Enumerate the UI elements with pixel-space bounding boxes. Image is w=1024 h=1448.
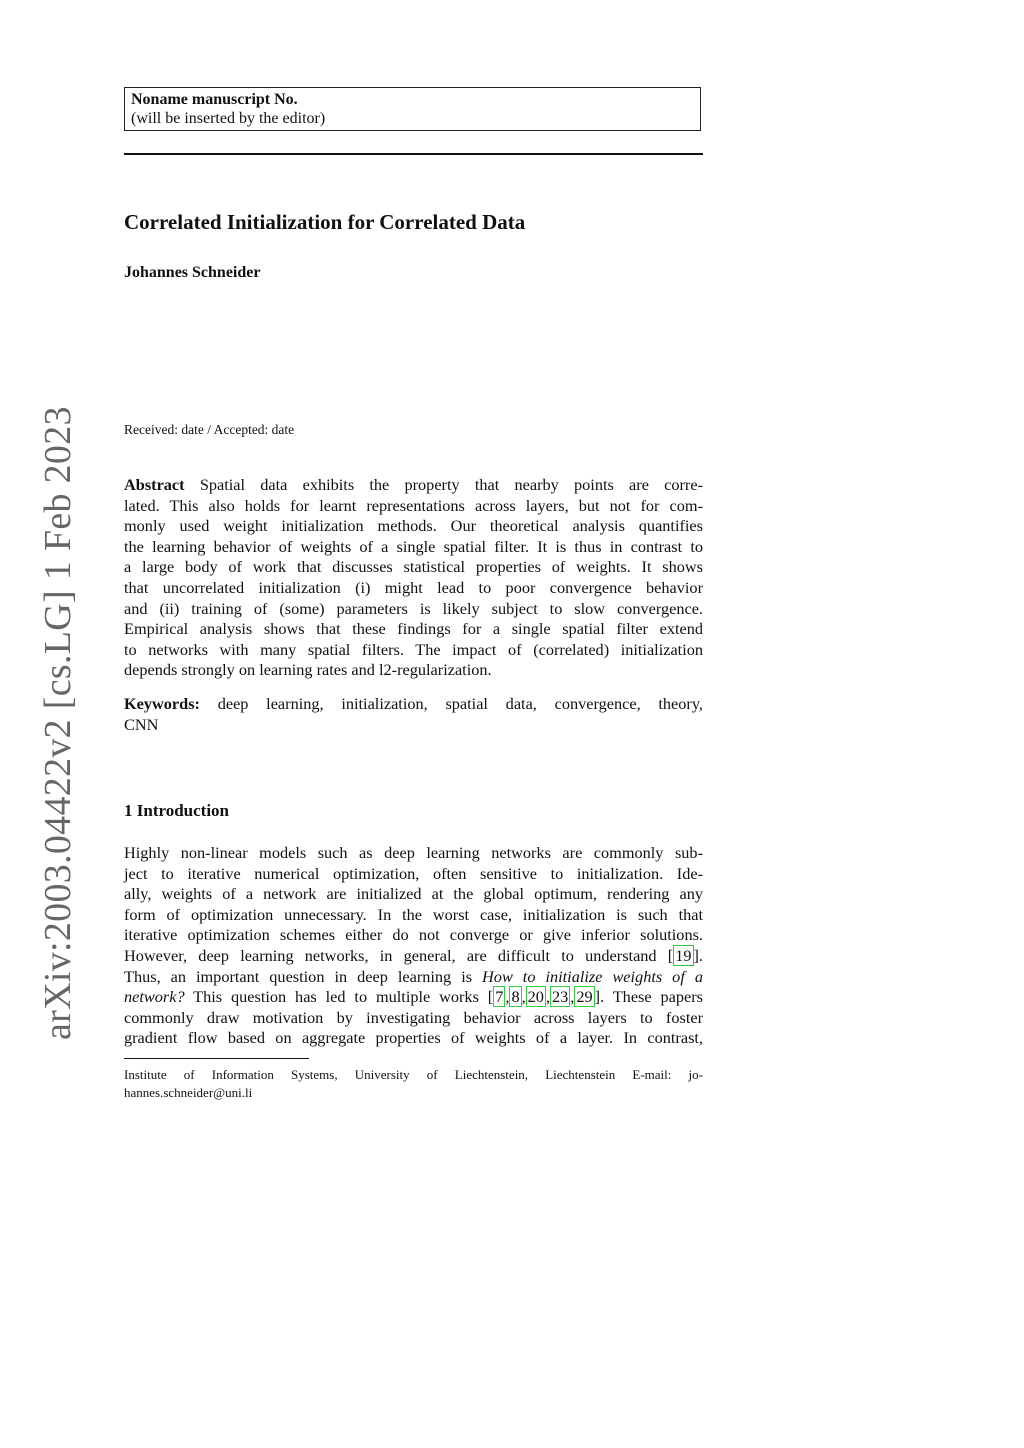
editor-box (124, 87, 701, 131)
keywords-label: Keywords: (124, 694, 200, 713)
arxiv-sidebar-id: arXiv:2003.04422v2 [cs.LG] 1 Feb 2023 (37, 406, 79, 1040)
abstract-line: a large body of work that discusses statistical properties of weights. It shows (124, 557, 703, 577)
header-rule (124, 153, 703, 155)
italic-question: How to initialize weights of a (482, 966, 703, 986)
citation-link[interactable]: 8 (511, 987, 520, 1007)
citation-link[interactable]: 23 (552, 987, 569, 1007)
citation-link[interactable]: 19 (675, 945, 692, 965)
footnote-affiliation (124, 1066, 703, 1101)
section-heading: 1 Introduction (124, 801, 230, 820)
citation-link[interactable]: 20 (527, 987, 544, 1007)
intro-line: ally, weights of a network are initialized at the global optimum, rendering any (124, 884, 703, 904)
footnote-rule (124, 1058, 309, 1059)
manuscript-label: Noname manuscript No. (131, 91, 298, 108)
abstract (124, 475, 703, 681)
intro-line: ject to iterative numerical optimization, often sensitive to initialization. Ide- (124, 863, 703, 883)
citation-link[interactable]: 29 (576, 987, 593, 1007)
italic-question: network? (124, 987, 185, 1007)
citation-link[interactable]: 7 (495, 987, 504, 1007)
abstract-line: Spatial data exhibits the property that nearby points are corre- (184, 475, 703, 494)
footnote-line: Institute of Information Systems, University of Liechtenstein, Liechtenstein E-mail: jo- (124, 1067, 703, 1082)
abstract-line: the learning behavior of weights of a single spatial filter. It is thus in contrast to (124, 536, 703, 556)
intro-line: However, deep learning networks, in general, are difficult to understand [ 19 ]. (124, 945, 703, 965)
received-date: Received: date / Accepted: date (124, 422, 295, 437)
intro-line: commonly draw motivation by investigating behavior across layers to foster (124, 1007, 703, 1027)
keywords-text: deep learning, initialization, spatial data, convergence, theory, (199, 694, 703, 713)
abstract-line: monly used weight initialization methods. Our theoretical analysis quantifies (124, 516, 703, 536)
intro-line: iterative optimization schemes either do not converge or give inferior solutions. (124, 925, 703, 945)
intro-line: Highly non-linear models such as deep learning networks are commonly sub- (124, 843, 703, 862)
paper-title: Correlated Initialization for Correlated Data (124, 210, 526, 234)
abstract-line: and (ii) training of (some) parameters is likely subject to slow convergence. (124, 598, 703, 618)
intro-line: gradient flow based on aggregate properties of weights of a layer. In contrast, (124, 1028, 703, 1048)
abstract-line: lated. This also holds for learnt representations across layers, but not for com- (124, 495, 703, 515)
footnote-email: hannes.schneider@uni.li (124, 1084, 253, 1100)
abstract-line: to networks with many spatial filters. The impact of (correlated) initialization (124, 639, 703, 659)
intro-line: form of optimization unnecessary. In the worst case, initialization is such that (124, 904, 703, 924)
abstract-line: depends strongly on learning rates and l2-regularization. (124, 660, 492, 680)
intro-line: Thus, an important question in deep learning is How to initialize weights of a (124, 966, 703, 986)
editor-note: (will be inserted by the editor) (131, 110, 326, 127)
abstract-line: that uncorrelated initialization (i) might lead to poor convergence behavior (124, 577, 703, 597)
author-name: Johannes Schneider (124, 264, 261, 281)
keywords (124, 694, 703, 735)
intro-line: network? This question has led to multiple works [ 7 , 8 , 20 , 23 , 29 ]. These papers (124, 987, 703, 1007)
abstract-line: Empirical analysis shows that these findings for a single spatial filter extend (124, 619, 703, 639)
keywords-text: CNN (124, 714, 159, 734)
intro-paragraph (124, 843, 703, 1049)
abstract-label: Abstract (124, 475, 185, 494)
